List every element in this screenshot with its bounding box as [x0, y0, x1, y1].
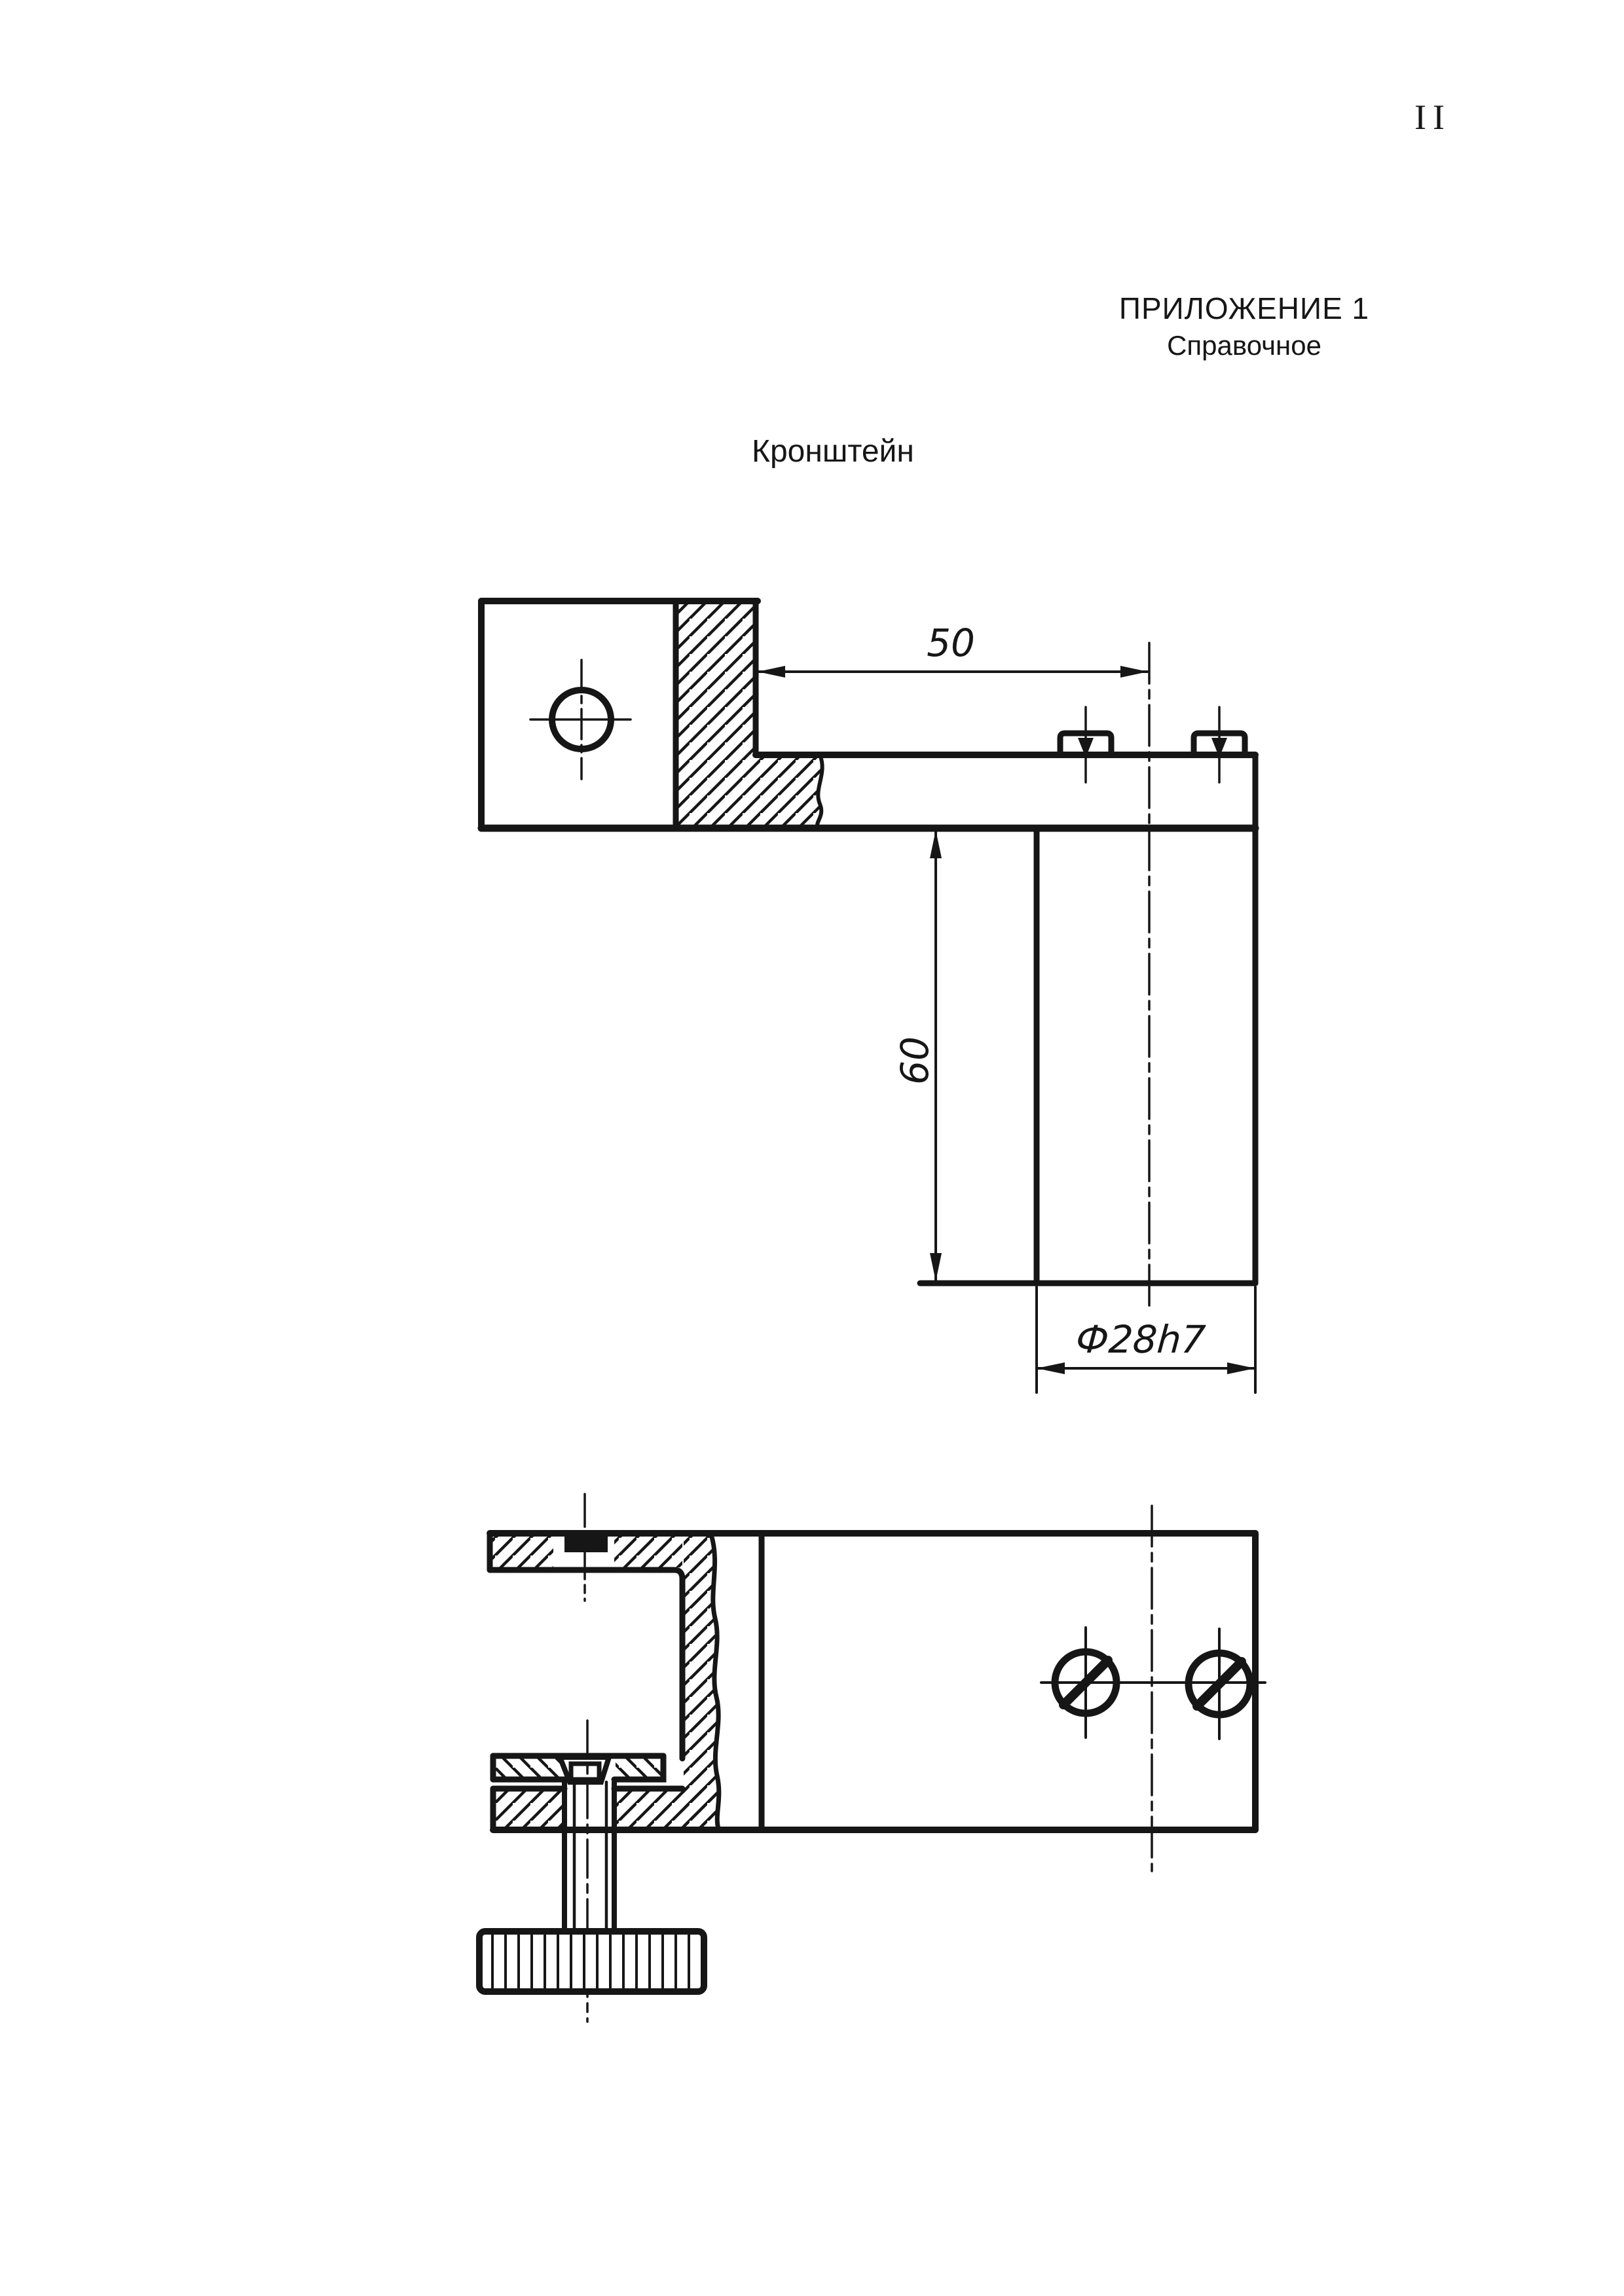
front-view [481, 601, 1255, 1393]
dimension-diameter-28h7 [1037, 1287, 1255, 1393]
knurled-knob [479, 1931, 704, 1992]
bottom-view [479, 1494, 1265, 2022]
appendix-title: ПРИЛОЖЕНИЕ 1 [1118, 291, 1370, 325]
appendix-subtitle: Справочное [1167, 330, 1321, 361]
dimension-60 [930, 830, 942, 1281]
page-number: II [1414, 98, 1451, 137]
front-section-hatch [676, 604, 822, 826]
dimension-label-diameter-28h7: Ф28h7 [1074, 1317, 1208, 1362]
dimension-50 [758, 666, 1148, 678]
dimension-label-50: 50 [927, 621, 975, 665]
drawing-title: Кронштейн [752, 434, 914, 469]
set-screw-right [1194, 707, 1245, 782]
flange-slot [564, 1535, 608, 1552]
dimension-label-60: 60 [893, 1036, 937, 1085]
set-screw-left [1060, 707, 1111, 782]
